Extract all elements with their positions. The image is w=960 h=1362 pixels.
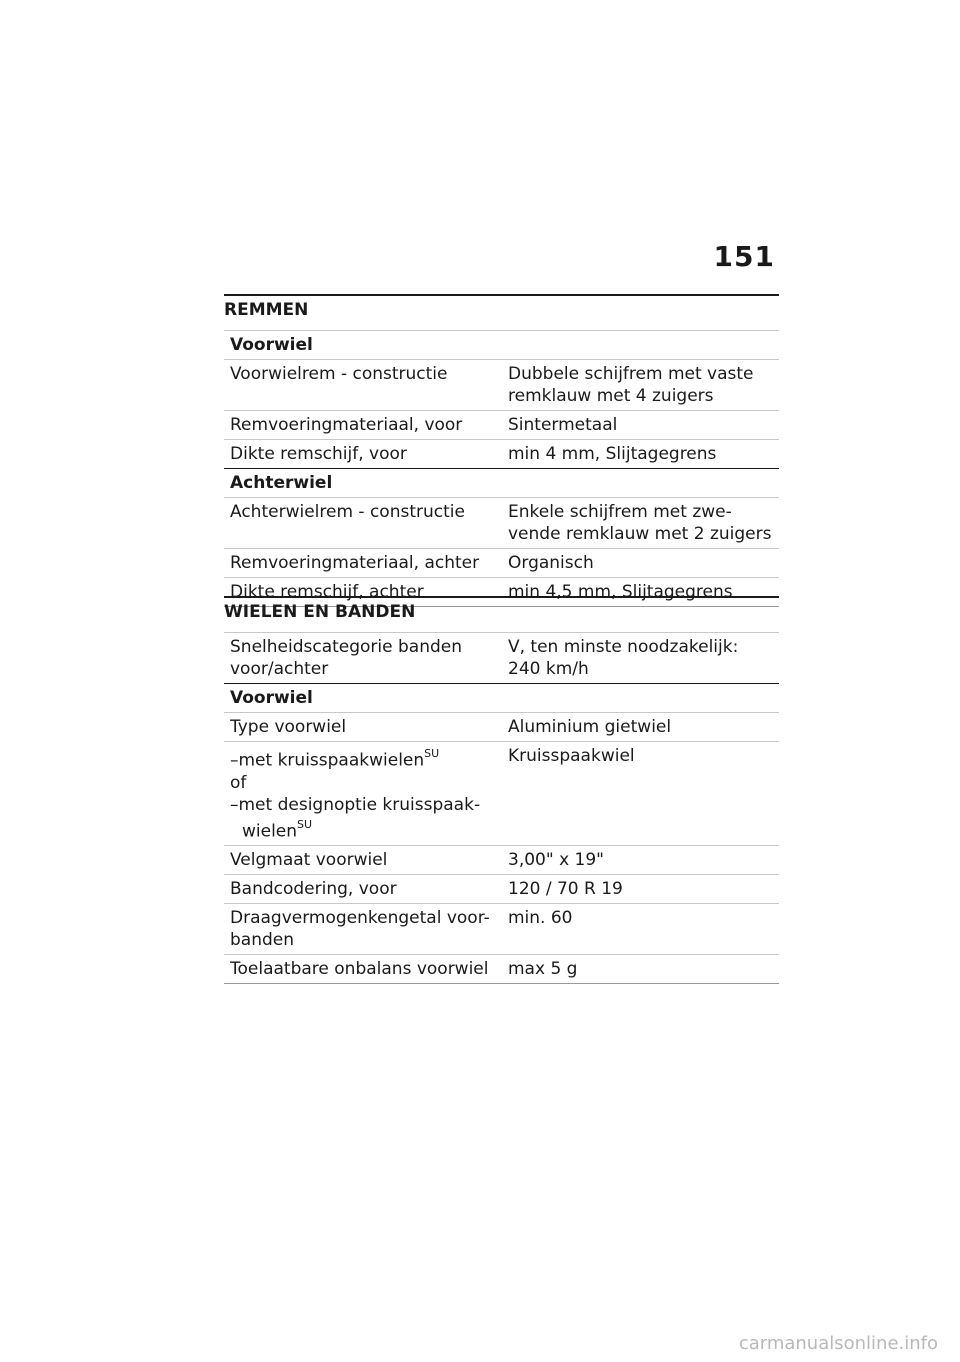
row-label: Dikte remschijf, voor <box>230 444 407 464</box>
row-label: Toelaatbare onbalans voorwiel <box>230 959 489 980</box>
value-line: Enkele schijfrem met zwe- <box>508 502 732 522</box>
label-line: of <box>230 772 247 793</box>
row-value: Sintermetaal <box>508 415 618 435</box>
group-label: Achterwiel <box>230 473 333 493</box>
row-value <box>502 360 779 410</box>
row-value: max 5 g <box>508 959 578 980</box>
row-value: min. 60 <box>508 908 573 929</box>
label-line: –met designoptie kruisspaak- <box>230 794 481 815</box>
table-row <box>224 903 779 954</box>
row-label: Velgmaat voorwiel <box>230 850 388 871</box>
row-value: Organisch <box>508 553 594 573</box>
label-line: –met kruisspaakwielen$^{SU}$ <box>230 747 440 771</box>
section-title-wielen: WIELEN EN BANDEN <box>224 602 416 622</box>
row-label <box>224 742 502 845</box>
label-line <box>230 816 498 843</box>
row-label: Voorwielrem - constructie <box>230 364 448 384</box>
group-row-achterwiel <box>224 468 779 497</box>
row-value: Kruisspaakwiel <box>508 746 635 766</box>
table-row <box>224 548 779 577</box>
row-value <box>502 633 779 683</box>
remmen-table <box>224 330 779 607</box>
row-value: Aluminium gietwiel <box>508 717 672 737</box>
row-label: Remvoeringmateriaal, achter <box>230 553 480 573</box>
table-row <box>224 497 779 548</box>
table-row <box>224 410 779 439</box>
label-line: Draagvermogenkengetal voor- <box>230 908 490 929</box>
value-line: V, ten minste noodzakelijk: <box>508 637 739 657</box>
label-line: voor/achter <box>230 659 329 679</box>
section-wielen-en-banden <box>224 596 779 984</box>
label-text: met kruisspaakwielen <box>238 750 425 771</box>
section-remmen <box>224 294 779 607</box>
table-row <box>224 741 779 845</box>
label-line: banden <box>230 930 295 951</box>
table-row <box>224 954 779 983</box>
value-line: vende remklauw met 2 zuigers <box>508 524 772 544</box>
footnote-sup: SU <box>297 817 313 831</box>
group-label: Voorwiel <box>230 688 313 708</box>
table-row <box>224 712 779 741</box>
row-label <box>224 633 502 683</box>
row-label <box>224 904 502 954</box>
page-number: 151 <box>713 240 775 273</box>
value-line: Dubbele schijfrem met vaste <box>508 364 754 384</box>
table-row <box>224 439 779 468</box>
row-value: min 4 mm, Slijtagegrens <box>508 444 717 464</box>
table-row <box>224 632 779 683</box>
row-value <box>502 498 779 548</box>
table-row <box>224 845 779 874</box>
group-row-voorwiel <box>224 683 779 712</box>
section-title-remmen: REMMEN <box>224 300 309 320</box>
row-label: Bandcodering, voor <box>230 879 397 900</box>
wielen-table <box>224 632 779 984</box>
row-value: 120 / 70 R 19 <box>508 879 623 900</box>
table-row <box>224 359 779 410</box>
watermark-footer[interactable]: carmanualsonline.info <box>738 1333 938 1354</box>
table-row <box>224 874 779 903</box>
row-label: Achterwielrem - constructie <box>230 502 465 522</box>
label-text: wielen <box>242 821 298 842</box>
group-label: Voorwiel <box>230 335 313 355</box>
group-row-voorwiel <box>224 330 779 359</box>
row-value: min 4,5 mm, Slijtagegrens <box>508 582 733 602</box>
row-label: Dikte remschijf, achter <box>230 582 424 602</box>
value-line: remklauw met 4 zuigers <box>508 386 714 406</box>
label-line: Snelheidscategorie banden <box>230 637 463 657</box>
row-value: 3,00" x 19" <box>508 850 604 871</box>
value-line: 240 km/h <box>508 659 589 679</box>
label-text: met designoptie kruisspaak- <box>238 794 481 815</box>
row-label: Remvoeringmateriaal, voor <box>230 415 463 435</box>
row-label: Type voorwiel <box>230 717 347 737</box>
footnote-sup: SU <box>424 747 440 760</box>
